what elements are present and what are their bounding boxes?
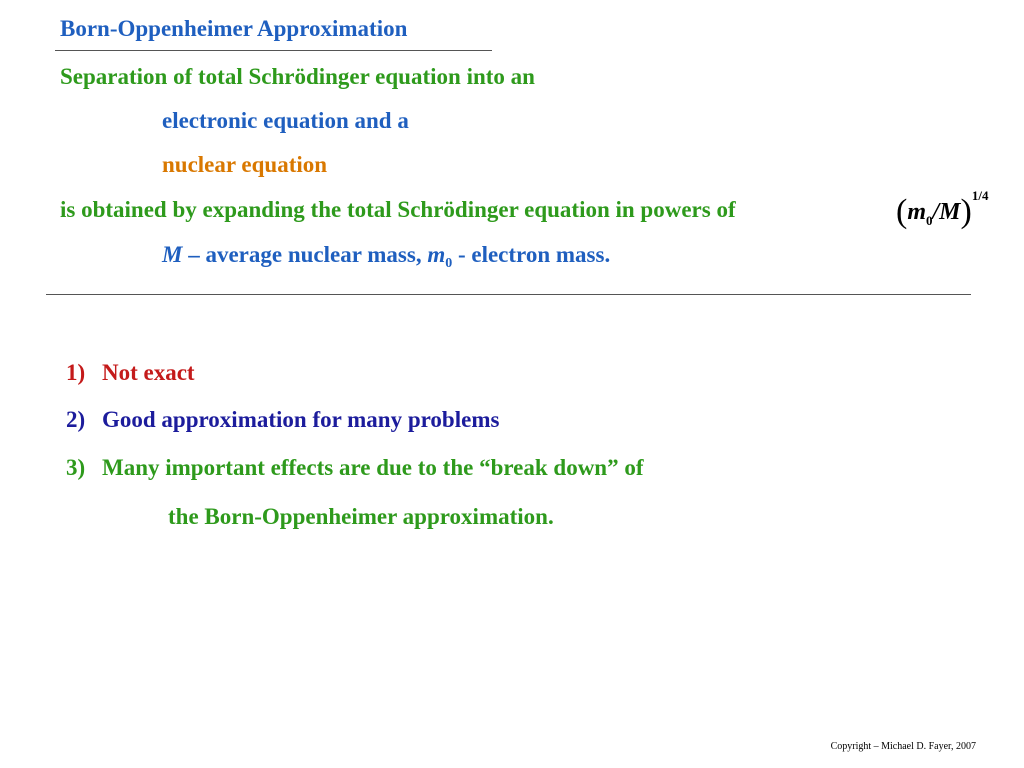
var-M: M — [162, 242, 183, 267]
title-underline — [55, 50, 492, 51]
var-m: m — [427, 242, 446, 267]
slide-title: Born-Oppenheimer Approximation — [60, 16, 408, 41]
formula-close-paren: ) — [960, 193, 972, 230]
point-3-text: Many important effects are due to the “break down” of — [102, 455, 644, 480]
point-3 — [66, 455, 644, 481]
point-1-text: Not exact — [102, 360, 195, 385]
intro-line-electronic: electronic equation and a — [162, 108, 409, 133]
point-3-continuation: the Born-Oppenheimer approximation. — [168, 504, 554, 529]
formula-exponent: 1/4 — [971, 188, 989, 203]
formula-numerator: m — [907, 199, 926, 225]
point-2-number: 2) — [66, 407, 86, 432]
definition-text-b: - electron mass. — [452, 242, 611, 267]
point-1-number: 1) — [66, 360, 86, 385]
formula-slash: / — [932, 199, 940, 225]
formula-open-paren: ( — [896, 193, 908, 230]
point-2-text: Good approximation for many problems — [102, 407, 500, 432]
var-m-sub: 0 — [445, 256, 453, 271]
point-3-number: 3) — [66, 455, 86, 480]
definition-text-a: – average nuclear mass, — [182, 242, 428, 267]
formula-denominator: M — [939, 199, 961, 225]
copyright-notice: Copyright – Michael D. Fayer, 2007 — [830, 741, 976, 752]
section-divider — [46, 294, 971, 295]
point-1 — [66, 360, 195, 386]
intro-line-1: Separation of total Schrödinger equation into an — [60, 64, 535, 89]
mass-ratio-formula — [896, 188, 988, 231]
intro-line-expanding: is obtained by expanding the total Schrödinger equation in powers of — [60, 197, 736, 222]
formula-numerator-sub: 0 — [926, 212, 933, 228]
intro-line-definitions — [162, 242, 610, 272]
point-2 — [66, 407, 499, 433]
intro-line-nuclear: nuclear equation — [162, 152, 328, 177]
